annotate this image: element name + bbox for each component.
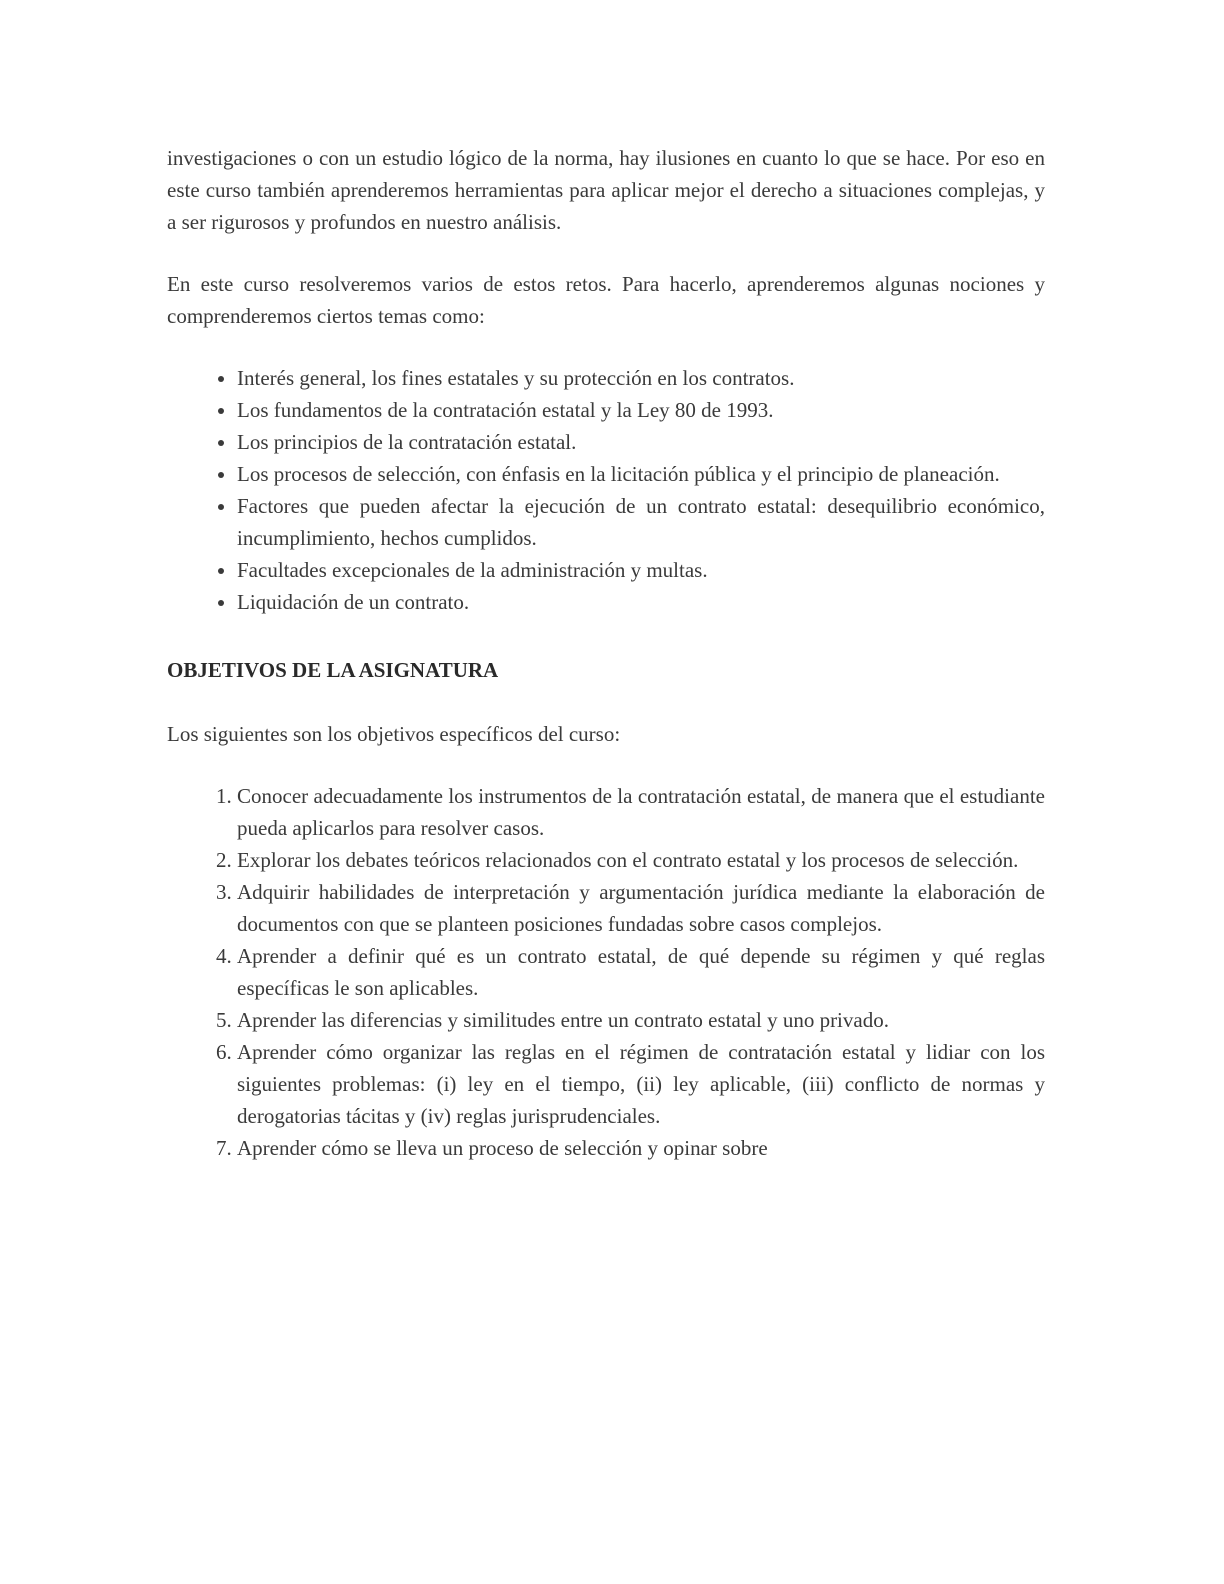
document-page — [167, 142, 1045, 1164]
list-item: 5. Aprender las diferencias y similitudes entre un contrato estatal y uno privado. — [237, 1004, 1045, 1036]
objectives-list — [167, 780, 1045, 1164]
list-item: • Facultades excepcionales de la administración y multas. — [237, 554, 1045, 586]
list-item: • Los fundamentos de la contratación estatal y la Ley 80 de 1993. — [237, 394, 1045, 426]
list-item: • Interés general, los fines estatales y su protección en los contratos. — [237, 362, 1045, 394]
topics-list — [167, 362, 1045, 618]
list-item: 1. Conocer adecuadamente los instrumentos de la contratación estatal, de manera que el estudiante pueda aplicarlos para resolver casos. — [237, 780, 1045, 844]
paragraph-intro-continuation: investigaciones o con un estudio lógico de la norma, hay ilusiones en cuanto lo que se hace. Por eso en este curso también aprenderemos herramientas para aplicar mejor el derecho a situaciones complejas, y a ser rigurosos y profundos en nuestro análisis. — [167, 146, 1045, 234]
list-item: • Factores que pueden afectar la ejecución de un contrato estatal: desequilibrio económico, incumplimiento, hechos cumplidos. — [237, 490, 1045, 554]
list-item: • Los principios de la contratación estatal. — [237, 426, 1045, 458]
list-item: 6. Aprender cómo organizar las reglas en el régimen de contratación estatal y lidiar con los siguientes problemas: (i) ley en el tiempo, (ii) ley aplicable, (iii) conflicto de normas y derogatorias tácitas y (iv) reglas jurisprudenciales. — [237, 1036, 1045, 1132]
list-item: 3. Adquirir habilidades de interpretación y argumentación jurídica mediante la elaboración de documentos con que se planteen posiciones fundadas sobre casos complejos. — [237, 876, 1045, 940]
list-item: 4. Aprender a definir qué es un contrato estatal, de qué depende su régimen y qué reglas específicas le son aplicables. — [237, 940, 1045, 1004]
paragraph-course-challenges: En este curso resolveremos varios de estos retos. Para hacerlo, aprenderemos algunas nociones y comprenderemos ciertos temas como: — [167, 272, 1045, 328]
list-item: 7. Aprender cómo se lleva un proceso de selección y opinar sobre — [237, 1132, 1045, 1164]
section-heading-objectives: OBJETIVOS DE LA ASIGNATURA — [167, 658, 499, 682]
objectives-intro: Los siguientes son los objetivos específicos del curso: — [167, 722, 621, 746]
list-item: • Liquidación de un contrato. — [237, 586, 1045, 618]
list-item: 2. Explorar los debates teóricos relacionados con el contrato estatal y los procesos de selección. — [237, 844, 1045, 876]
list-item: • Los procesos de selección, con énfasis en la licitación pública y el principio de planeación. — [237, 458, 1045, 490]
